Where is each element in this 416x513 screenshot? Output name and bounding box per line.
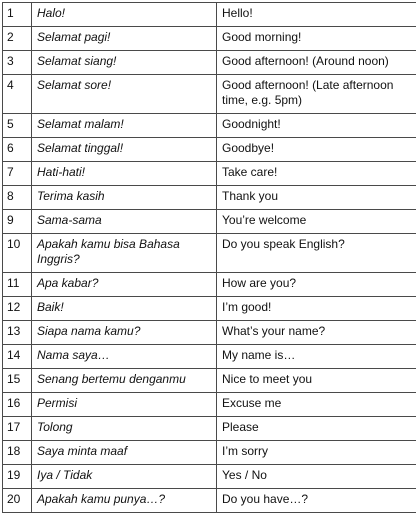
english-translation: Please xyxy=(217,417,416,441)
row-number: 8 xyxy=(3,186,32,210)
indonesian-phrase: Selamat siang! xyxy=(32,51,217,75)
row-number: 3 xyxy=(3,51,32,75)
english-translation: Goodnight! xyxy=(217,114,416,138)
row-number: 20 xyxy=(3,489,32,513)
table-row xyxy=(3,138,416,162)
row-number: 17 xyxy=(3,417,32,441)
table-row xyxy=(3,465,416,489)
row-number: 1 xyxy=(3,3,32,27)
row-number: 7 xyxy=(3,162,32,186)
indonesian-phrase: Nama saya… xyxy=(32,345,217,369)
row-number: 9 xyxy=(3,210,32,234)
row-number: 12 xyxy=(3,297,32,321)
english-translation: Take care! xyxy=(217,162,416,186)
indonesian-phrase: Permisi xyxy=(32,393,217,417)
table-row xyxy=(3,27,416,51)
row-number: 18 xyxy=(3,441,32,465)
english-translation: You’re welcome xyxy=(217,210,416,234)
indonesian-phrase: Tolong xyxy=(32,417,217,441)
english-translation: My name is… xyxy=(217,345,416,369)
indonesian-phrase: Hati-hati! xyxy=(32,162,217,186)
indonesian-phrase: Sama-sama xyxy=(32,210,217,234)
english-translation: Good afternoon! (Around noon) xyxy=(217,51,416,75)
english-translation: Yes / No xyxy=(217,465,416,489)
indonesian-phrase: Iya / Tidak xyxy=(32,465,217,489)
row-number: 4 xyxy=(3,75,32,114)
english-translation: Do you speak English? xyxy=(217,234,416,273)
english-translation: Good afternoon! (Late afternoon time, e.g. 5pm) xyxy=(217,75,416,114)
table-row xyxy=(3,210,416,234)
table-row xyxy=(3,234,416,273)
row-number: 13 xyxy=(3,321,32,345)
english-translation: Thank you xyxy=(217,186,416,210)
row-number: 14 xyxy=(3,345,32,369)
row-number: 11 xyxy=(3,273,32,297)
english-translation: What’s your name? xyxy=(217,321,416,345)
table-row xyxy=(3,393,416,417)
table-row xyxy=(3,114,416,138)
table-row xyxy=(3,162,416,186)
row-number: 10 xyxy=(3,234,32,273)
english-translation: I’m sorry xyxy=(217,441,416,465)
table-row xyxy=(3,417,416,441)
indonesian-phrase: Senang bertemu denganmu xyxy=(32,369,217,393)
row-number: 6 xyxy=(3,138,32,162)
table-row xyxy=(3,489,416,513)
indonesian-phrase: Selamat pagi! xyxy=(32,27,217,51)
row-number: 19 xyxy=(3,465,32,489)
table-row xyxy=(3,441,416,465)
english-translation: Do you have…? xyxy=(217,489,416,513)
row-number: 15 xyxy=(3,369,32,393)
table-row xyxy=(3,186,416,210)
indonesian-phrase: Baik! xyxy=(32,297,217,321)
table-row xyxy=(3,3,416,27)
table-row xyxy=(3,51,416,75)
table-row xyxy=(3,345,416,369)
table-row xyxy=(3,369,416,393)
english-translation: Hello! xyxy=(217,3,416,27)
table-row xyxy=(3,273,416,297)
row-number: 2 xyxy=(3,27,32,51)
indonesian-phrase: Selamat tinggal! xyxy=(32,138,217,162)
indonesian-phrase: Siapa nama kamu? xyxy=(32,321,217,345)
row-number: 5 xyxy=(3,114,32,138)
indonesian-phrase: Selamat malam! xyxy=(32,114,217,138)
english-translation: Nice to meet you xyxy=(217,369,416,393)
row-number: 16 xyxy=(3,393,32,417)
indonesian-phrase: Apa kabar? xyxy=(32,273,217,297)
indonesian-phrase: Halo! xyxy=(32,3,217,27)
english-translation: Goodbye! xyxy=(217,138,416,162)
table-row xyxy=(3,75,416,114)
indonesian-phrase: Terima kasih xyxy=(32,186,217,210)
phrase-table xyxy=(2,2,416,513)
english-translation: How are you? xyxy=(217,273,416,297)
table-row xyxy=(3,321,416,345)
english-translation: I’m good! xyxy=(217,297,416,321)
indonesian-phrase: Apakah kamu punya…? xyxy=(32,489,217,513)
indonesian-phrase: Saya minta maaf xyxy=(32,441,217,465)
indonesian-phrase: Selamat sore! xyxy=(32,75,217,114)
indonesian-phrase: Apakah kamu bisa Bahasa Inggris? xyxy=(32,234,217,273)
english-translation: Good morning! xyxy=(217,27,416,51)
english-translation: Excuse me xyxy=(217,393,416,417)
table-row xyxy=(3,297,416,321)
